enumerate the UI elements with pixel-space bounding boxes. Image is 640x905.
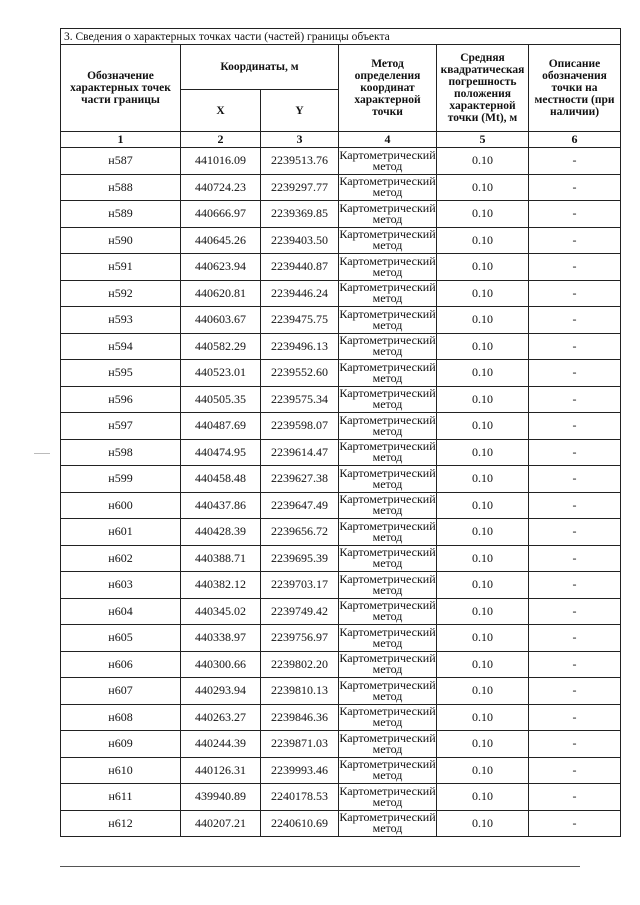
column-number: 3	[261, 132, 339, 148]
method-line-2: метод	[372, 582, 403, 597]
method-line-2: метод	[372, 503, 403, 518]
table-row	[61, 731, 621, 758]
mean-square-error: 0.10	[437, 439, 529, 466]
method-line-1: Картометрический	[339, 200, 436, 215]
point-description: -	[529, 333, 621, 360]
method-line-1: Картометрический	[339, 439, 436, 454]
coord-x: 440437.86	[181, 492, 261, 519]
point-description: -	[529, 810, 621, 837]
method-line-2: метод	[372, 291, 403, 306]
coord-x: 440487.69	[181, 413, 261, 440]
coord-y: 2239598.07	[261, 413, 339, 440]
point-id: н597	[61, 413, 181, 440]
point-description: -	[529, 731, 621, 758]
method-line-1: Картометрический	[339, 306, 436, 321]
point-description: -	[529, 492, 621, 519]
coord-y: 2239749.42	[261, 598, 339, 625]
point-description: -	[529, 148, 621, 175]
point-description: -	[529, 572, 621, 599]
mean-square-error: 0.10	[437, 360, 529, 387]
point-description: -	[529, 651, 621, 678]
coord-y: 2239552.60	[261, 360, 339, 387]
method-cell	[339, 492, 437, 519]
mean-square-error: 0.10	[437, 678, 529, 705]
method-line-2: метод	[372, 662, 403, 677]
mean-square-error: 0.10	[437, 201, 529, 228]
coord-x: 440300.66	[181, 651, 261, 678]
method-line-1: Картометрический	[339, 810, 436, 825]
point-id: н600	[61, 492, 181, 519]
point-description: -	[529, 625, 621, 652]
table-row	[61, 333, 621, 360]
coord-x: 440474.95	[181, 439, 261, 466]
table-row	[61, 227, 621, 254]
method-cell	[339, 625, 437, 652]
point-id: н598	[61, 439, 181, 466]
table-row	[61, 598, 621, 625]
method-cell	[339, 254, 437, 281]
coord-y: 2239802.20	[261, 651, 339, 678]
coord-x: 440505.35	[181, 386, 261, 413]
table-row	[61, 519, 621, 546]
method-line-1: Картометрический	[339, 333, 436, 348]
point-description: -	[529, 545, 621, 572]
coord-x: 439940.89	[181, 784, 261, 811]
table-row	[61, 545, 621, 572]
method-line-1: Картометрический	[339, 624, 436, 639]
point-description: -	[529, 360, 621, 387]
table-row	[61, 439, 621, 466]
table-row	[61, 413, 621, 440]
method-cell	[339, 413, 437, 440]
point-description: -	[529, 174, 621, 201]
table-row	[61, 466, 621, 493]
method-line-2: метод	[372, 556, 403, 571]
table-row	[61, 360, 621, 387]
coord-y: 2240610.69	[261, 810, 339, 837]
mean-square-error: 0.10	[437, 651, 529, 678]
page-footer-rule	[60, 866, 580, 867]
point-id: н589	[61, 201, 181, 228]
mean-square-error: 0.10	[437, 731, 529, 758]
point-description: -	[529, 598, 621, 625]
mean-square-error: 0.10	[437, 704, 529, 731]
coord-x: 440582.29	[181, 333, 261, 360]
coord-y: 2239440.87	[261, 254, 339, 281]
point-id: н588	[61, 174, 181, 201]
point-description: -	[529, 254, 621, 281]
coord-x: 440523.01	[181, 360, 261, 387]
point-id: н604	[61, 598, 181, 625]
point-id: н607	[61, 678, 181, 705]
method-line-1: Картометрический	[339, 227, 436, 242]
method-cell	[339, 810, 437, 837]
coord-x: 440603.67	[181, 307, 261, 334]
coord-y: 2239993.46	[261, 757, 339, 784]
coord-y: 2239695.39	[261, 545, 339, 572]
method-line-1: Картометрический	[339, 651, 436, 666]
coord-x: 440645.26	[181, 227, 261, 254]
method-cell	[339, 201, 437, 228]
method-cell	[339, 386, 437, 413]
point-description: -	[529, 307, 621, 334]
header-method: Метод определения координат характерной точки	[339, 45, 437, 132]
point-description: -	[529, 678, 621, 705]
point-id: н599	[61, 466, 181, 493]
method-cell	[339, 784, 437, 811]
coord-x: 440724.23	[181, 174, 261, 201]
method-line-1: Картометрический	[339, 598, 436, 613]
coord-x: 440382.12	[181, 572, 261, 599]
point-description: -	[529, 757, 621, 784]
method-line-1: Картометрический	[339, 253, 436, 268]
mean-square-error: 0.10	[437, 307, 529, 334]
table-row	[61, 280, 621, 307]
mean-square-error: 0.10	[437, 757, 529, 784]
coord-x: 440623.94	[181, 254, 261, 281]
method-cell	[339, 598, 437, 625]
mean-square-error: 0.10	[437, 386, 529, 413]
method-line-1: Картометрический	[339, 783, 436, 798]
method-cell	[339, 333, 437, 360]
method-line-2: метод	[372, 344, 403, 359]
column-number: 5	[437, 132, 529, 148]
coord-x: 440666.97	[181, 201, 261, 228]
point-id: н593	[61, 307, 181, 334]
mean-square-error: 0.10	[437, 254, 529, 281]
method-line-2: метод	[372, 715, 403, 730]
coord-x: 440263.27	[181, 704, 261, 731]
method-line-1: Картометрический	[339, 147, 436, 162]
point-description: -	[529, 280, 621, 307]
method-line-2: метод	[372, 609, 403, 624]
method-line-2: метод	[372, 370, 403, 385]
point-description: -	[529, 413, 621, 440]
method-line-1: Картометрический	[339, 280, 436, 295]
column-number: 1	[61, 132, 181, 148]
mean-square-error: 0.10	[437, 148, 529, 175]
mean-square-error: 0.10	[437, 333, 529, 360]
point-description: -	[529, 466, 621, 493]
point-id: н592	[61, 280, 181, 307]
coord-x: 440345.02	[181, 598, 261, 625]
table-row	[61, 307, 621, 334]
point-id: н596	[61, 386, 181, 413]
coord-x: 440620.81	[181, 280, 261, 307]
mean-square-error: 0.10	[437, 784, 529, 811]
point-description: -	[529, 519, 621, 546]
method-line-1: Картометрический	[339, 571, 436, 586]
header-y: Y	[261, 90, 339, 132]
point-id: н609	[61, 731, 181, 758]
method-line-2: метод	[372, 768, 403, 783]
point-description: -	[529, 784, 621, 811]
mean-square-error: 0.10	[437, 413, 529, 440]
method-line-2: метод	[372, 635, 403, 650]
method-line-1: Картометрический	[339, 359, 436, 374]
coord-x: 440126.31	[181, 757, 261, 784]
point-id: н590	[61, 227, 181, 254]
header-designation: Обозначение характерных точек части границы	[61, 45, 181, 132]
coord-x: 440338.97	[181, 625, 261, 652]
method-cell	[339, 148, 437, 175]
mean-square-error: 0.10	[437, 227, 529, 254]
method-cell	[339, 519, 437, 546]
point-id: н605	[61, 625, 181, 652]
point-description: -	[529, 201, 621, 228]
coord-y: 2239810.13	[261, 678, 339, 705]
method-cell	[339, 307, 437, 334]
point-id: н601	[61, 519, 181, 546]
document-page	[60, 28, 615, 837]
header-x: X	[181, 90, 261, 132]
method-line-1: Картометрический	[339, 492, 436, 507]
point-id: н594	[61, 333, 181, 360]
point-id: н611	[61, 784, 181, 811]
point-description: -	[529, 704, 621, 731]
method-cell	[339, 466, 437, 493]
method-line-2: метод	[372, 317, 403, 332]
method-cell	[339, 757, 437, 784]
method-line-2: метод	[372, 423, 403, 438]
coord-y: 2239446.24	[261, 280, 339, 307]
point-description: -	[529, 227, 621, 254]
coord-y: 2239496.13	[261, 333, 339, 360]
method-line-1: Картометрический	[339, 174, 436, 189]
coord-x: 440244.39	[181, 731, 261, 758]
coord-y: 2239369.85	[261, 201, 339, 228]
coord-x: 440428.39	[181, 519, 261, 546]
method-line-1: Картометрический	[339, 518, 436, 533]
table-row	[61, 651, 621, 678]
table-row	[61, 704, 621, 731]
column-number: 6	[529, 132, 621, 148]
coord-x: 440388.71	[181, 545, 261, 572]
mean-square-error: 0.10	[437, 280, 529, 307]
header-description: Описание обозначения точки на местности (при наличии)	[529, 45, 621, 132]
table-row	[61, 625, 621, 652]
method-cell	[339, 280, 437, 307]
mean-square-error: 0.10	[437, 466, 529, 493]
method-line-2: метод	[372, 821, 403, 836]
header-mean-square-error: Средняя квадратическая погрешность положения характерной точки (Mt), м	[437, 45, 529, 132]
coord-y: 2239703.17	[261, 572, 339, 599]
table-row	[61, 201, 621, 228]
coord-y: 2239656.72	[261, 519, 339, 546]
mean-square-error: 0.10	[437, 545, 529, 572]
point-id: н612	[61, 810, 181, 837]
method-cell	[339, 678, 437, 705]
method-line-1: Картометрический	[339, 386, 436, 401]
table-row	[61, 148, 621, 175]
mean-square-error: 0.10	[437, 810, 529, 837]
table-row	[61, 492, 621, 519]
mean-square-error: 0.10	[437, 492, 529, 519]
table-row	[61, 386, 621, 413]
table-row	[61, 810, 621, 837]
method-line-2: метод	[372, 238, 403, 253]
table-row	[61, 254, 621, 281]
mean-square-error: 0.10	[437, 572, 529, 599]
method-cell	[339, 174, 437, 201]
method-line-1: Картометрический	[339, 677, 436, 692]
point-id: н608	[61, 704, 181, 731]
table-row	[61, 678, 621, 705]
mean-square-error: 0.10	[437, 598, 529, 625]
coord-y: 2239756.97	[261, 625, 339, 652]
method-line-2: метод	[372, 688, 403, 703]
coord-y: 2240178.53	[261, 784, 339, 811]
mean-square-error: 0.10	[437, 625, 529, 652]
coord-y: 2239647.49	[261, 492, 339, 519]
boundary-points-table	[60, 28, 621, 837]
coord-y: 2239614.47	[261, 439, 339, 466]
method-line-1: Картометрический	[339, 730, 436, 745]
point-id: н602	[61, 545, 181, 572]
coord-y: 2239627.38	[261, 466, 339, 493]
method-line-2: метод	[372, 264, 403, 279]
method-cell	[339, 731, 437, 758]
column-number: 2	[181, 132, 261, 148]
method-line-1: Картометрический	[339, 704, 436, 719]
method-cell	[339, 704, 437, 731]
point-id: н591	[61, 254, 181, 281]
method-cell	[339, 360, 437, 387]
coord-y: 2239475.75	[261, 307, 339, 334]
mean-square-error: 0.10	[437, 519, 529, 546]
method-line-2: метод	[372, 529, 403, 544]
method-cell	[339, 545, 437, 572]
point-id: н610	[61, 757, 181, 784]
method-line-1: Картометрический	[339, 545, 436, 560]
section-title: 3. Сведения о характерных точках части (частей) границы объекта	[61, 29, 621, 45]
coord-y: 2239403.50	[261, 227, 339, 254]
table-row	[61, 784, 621, 811]
method-line-1: Картометрический	[339, 465, 436, 480]
method-cell	[339, 439, 437, 466]
scan-artifact-mark	[34, 453, 50, 454]
point-description: -	[529, 439, 621, 466]
coord-y: 2239846.36	[261, 704, 339, 731]
header-coordinates: Координаты, м	[181, 45, 339, 90]
method-line-2: метод	[372, 450, 403, 465]
method-line-1: Картометрический	[339, 412, 436, 427]
method-cell	[339, 572, 437, 599]
point-id: н603	[61, 572, 181, 599]
point-description: -	[529, 386, 621, 413]
method-line-2: метод	[372, 211, 403, 226]
coord-x: 440293.94	[181, 678, 261, 705]
method-line-2: метод	[372, 794, 403, 809]
method-line-2: метод	[372, 741, 403, 756]
method-line-2: метод	[372, 397, 403, 412]
method-line-1: Картометрический	[339, 757, 436, 772]
coord-x: 440458.48	[181, 466, 261, 493]
mean-square-error: 0.10	[437, 174, 529, 201]
coord-y: 2239575.34	[261, 386, 339, 413]
point-id: н587	[61, 148, 181, 175]
method-line-2: метод	[372, 476, 403, 491]
method-line-2: метод	[372, 158, 403, 173]
point-id: н595	[61, 360, 181, 387]
table-row	[61, 757, 621, 784]
table-row	[61, 174, 621, 201]
method-cell	[339, 227, 437, 254]
coord-x: 441016.09	[181, 148, 261, 175]
column-number: 4	[339, 132, 437, 148]
point-id: н606	[61, 651, 181, 678]
table-row	[61, 572, 621, 599]
method-line-2: метод	[372, 185, 403, 200]
coord-y: 2239871.03	[261, 731, 339, 758]
coord-x: 440207.21	[181, 810, 261, 837]
method-cell	[339, 651, 437, 678]
coord-y: 2239513.76	[261, 148, 339, 175]
coord-y: 2239297.77	[261, 174, 339, 201]
